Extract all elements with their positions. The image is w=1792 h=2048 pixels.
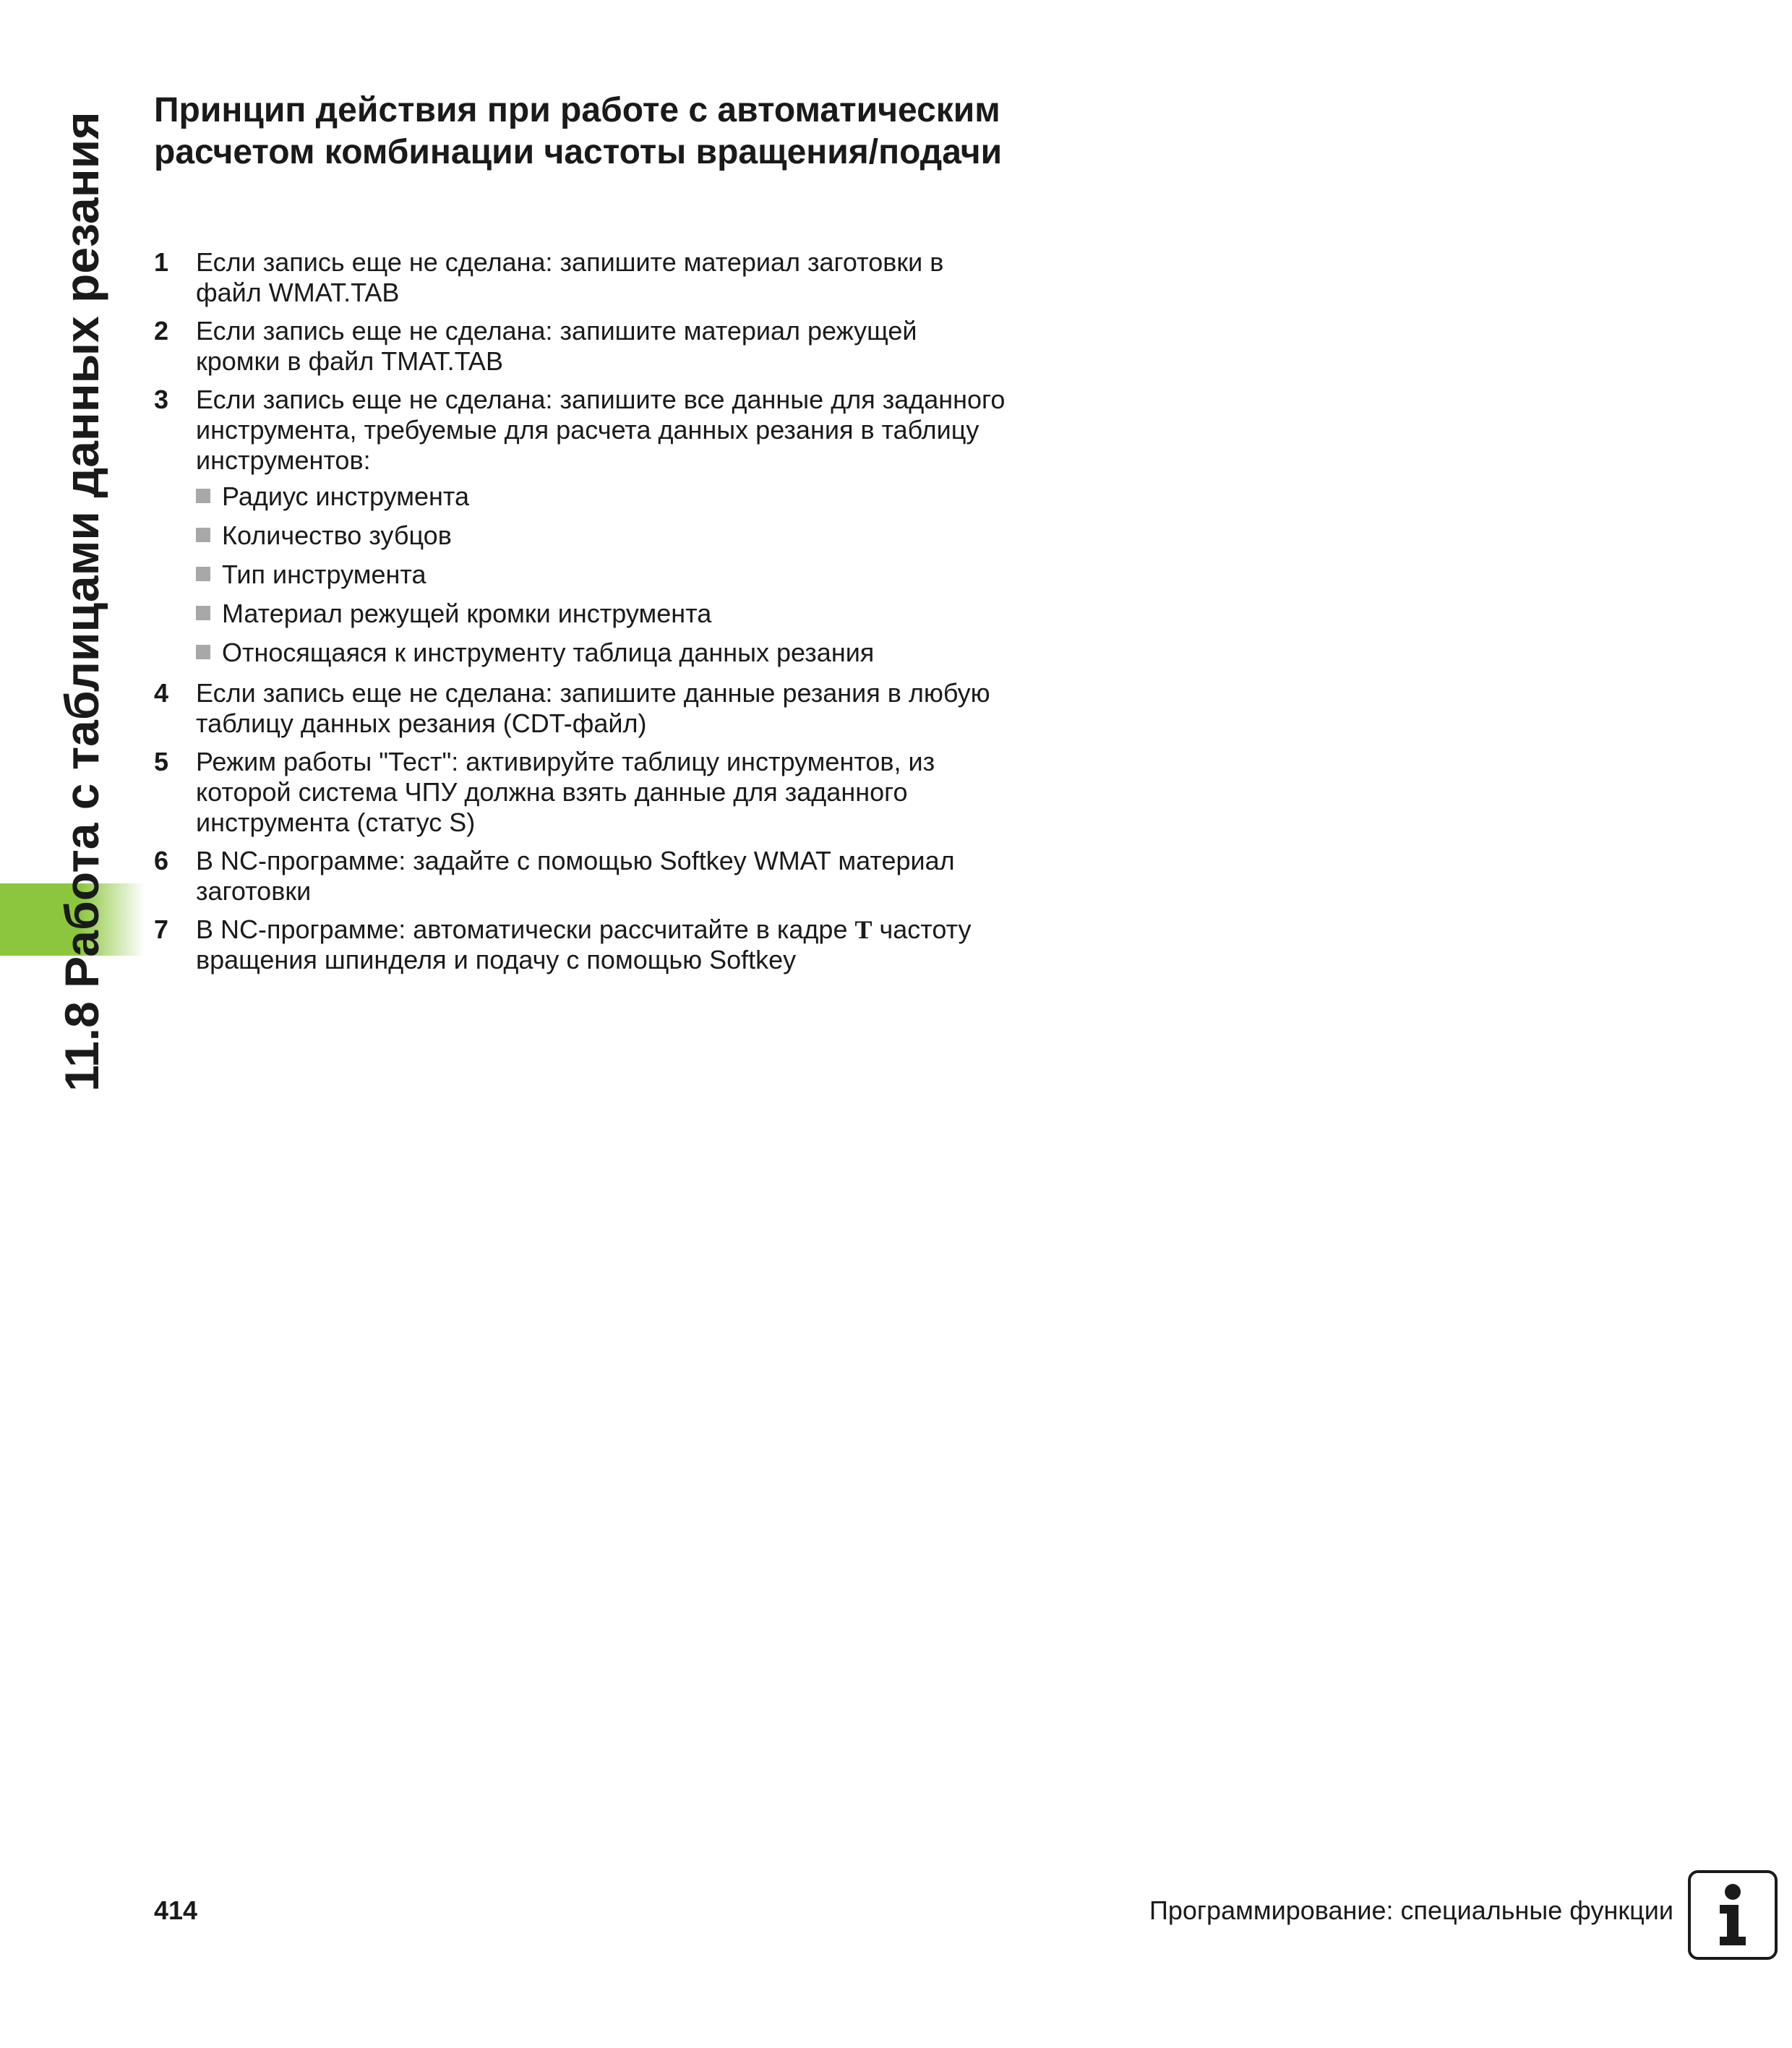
bullet-item (196, 599, 1007, 629)
step-text: Если запись еще не сделана: запишите все данные для заданного инструмента, требуемые для расчета данных резания в таблицу инструментов: (196, 385, 1006, 475)
bullet-item (196, 520, 1007, 551)
step-number: 3 (154, 385, 169, 414)
footer-chapter-title: Программирование: специальные функции (1149, 1895, 1673, 1925)
step-text (196, 914, 972, 974)
step-text-part: В NC-программе: автоматически рассчитайте в кадре (196, 914, 848, 944)
bullet-item (196, 560, 1007, 590)
bullet-text: Материал режущей кромки инструмента (222, 599, 712, 628)
page-number: 414 (154, 1895, 198, 1925)
bullet-item (196, 638, 1007, 668)
bullet-text: Радиус инструмента (222, 481, 469, 511)
square-bullet-icon (196, 528, 210, 542)
step-text: Если запись еще не сделана: запишите материал режущей кромки в файл TMAT.TAB (196, 316, 917, 376)
square-bullet-icon (196, 645, 210, 659)
info-button[interactable] (1688, 1870, 1778, 1960)
square-bullet-icon (196, 567, 210, 581)
step-number: 5 (154, 747, 169, 776)
square-bullet-icon (196, 489, 210, 503)
step-item (154, 678, 1007, 739)
step-number: 6 (154, 846, 169, 875)
step-text-part: частоту вращения шпинделя и подачу с помощью Softkey (196, 914, 972, 974)
step-item (154, 316, 1007, 377)
step-text: Режим работы "Тест": активируйте таблицу инструментов, из которой система ЧПУ должна взять данные для заданного инструмента (статус S) (196, 747, 935, 837)
step-number: 2 (154, 316, 169, 346)
bullet-text: Тип инструмента (222, 560, 426, 589)
info-icon (1691, 1873, 1775, 1957)
step-number: 4 (154, 678, 169, 708)
step-number: 1 (154, 247, 169, 277)
step-item (154, 747, 1007, 838)
step-item (154, 385, 1007, 668)
step-text: Если запись еще не сделана: запишите материал заготовки в файл WMAT.TAB (196, 247, 944, 307)
steps-list (154, 247, 1007, 975)
square-bullet-icon (196, 606, 210, 620)
tool-data-bullets (196, 481, 1007, 668)
bullet-text: Относящаяся к инструменту таблица данных резания (222, 638, 875, 667)
section-heading: Принцип действия при работе с автоматическим расчетом комбинации частоты вращения/подачи (154, 91, 1003, 171)
step-item (154, 914, 1007, 975)
bullet-text: Количество зубцов (222, 520, 452, 550)
bullet-item (196, 481, 1007, 512)
step-item (154, 846, 1007, 907)
chapter-side-title: 11.8 Работа с таблицами данных резания (55, 111, 108, 1092)
step-item (154, 247, 1007, 308)
step-text: В NC-программе: задайте с помощью Softkey WMAT материал заготовки (196, 846, 955, 906)
step-number: 7 (154, 914, 169, 944)
step-text: Если запись еще не сделана: запишите данные резания в любую таблицу данных резания (CDT-файл) (196, 678, 990, 738)
t-block-key: T (854, 915, 873, 944)
